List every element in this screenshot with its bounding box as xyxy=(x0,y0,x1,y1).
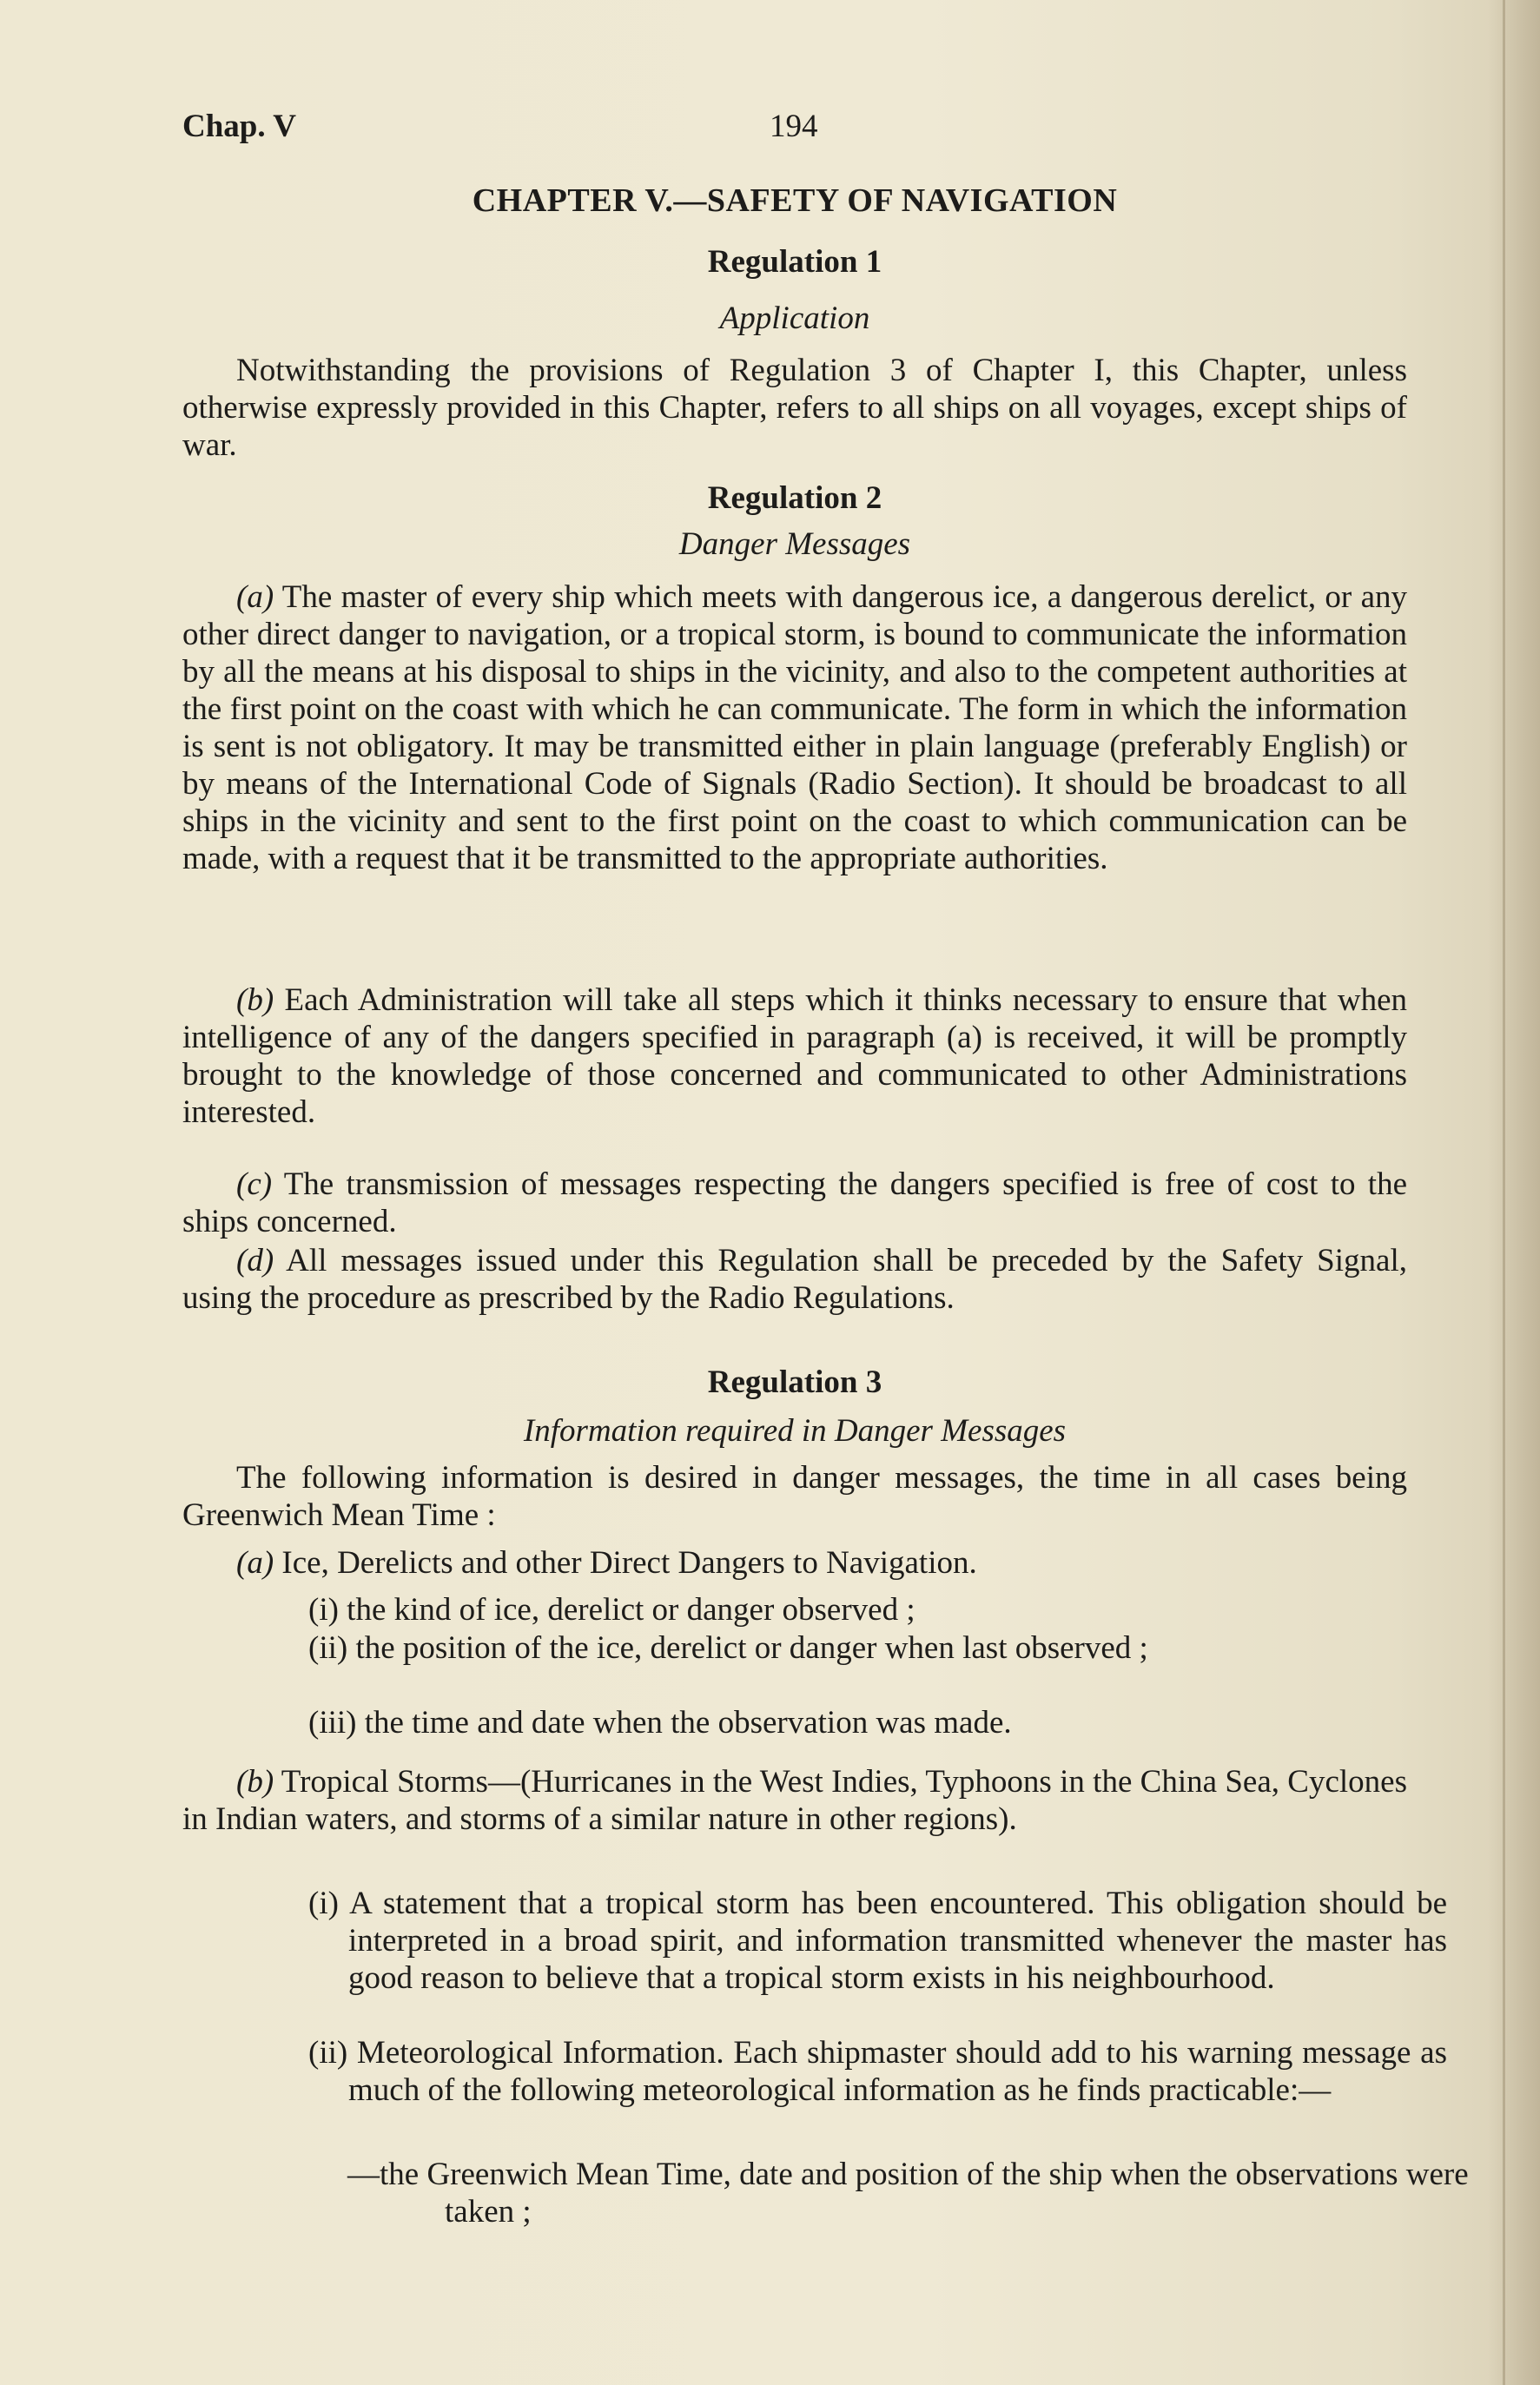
regulation-2-para-c xyxy=(182,1166,1407,1240)
para-d-label: (d) xyxy=(236,1243,274,1278)
regulation-3-heading: Regulation 3 xyxy=(707,1364,882,1400)
para-b-label: (b) xyxy=(236,982,274,1018)
regulation-2-para-d xyxy=(182,1242,1407,1317)
chapter-label: Chap. V xyxy=(182,109,296,144)
regulation-2-heading: Regulation 2 xyxy=(707,480,882,516)
regulation-3-item-a xyxy=(236,1544,1407,1582)
para-b-text: Each Administration will take all steps which it thinks necessary to ensure that when intelligence of any of the dangers specified in paragraph (a) is received, it will be promptly brought to the knowledge of those concerned and communicated to other Administrations interested. xyxy=(182,982,1407,1130)
regulation-3-a-item-iii: (iii) the time and date when the observation was made. xyxy=(308,1705,1012,1741)
para-c-text: The transmission of messages respecting the dangers specified is free of cost to the ships concerned. xyxy=(182,1166,1407,1239)
para-a-label: (a) xyxy=(236,579,274,615)
regulation-2-para-a xyxy=(182,578,1407,877)
page-edge-line xyxy=(1503,0,1505,2385)
regulation-3-intro: The following information is desired in danger messages, the time in all cases being Greenwich Mean Time : xyxy=(182,1460,1407,1533)
chapter-title: CHAPTER V.—SAFETY OF NAVIGATION xyxy=(472,182,1118,219)
regulation-3-a-item-i: (i) the kind of ice, derelict or danger observed ; xyxy=(308,1592,915,1628)
regulation-1-subheading: Application xyxy=(719,301,870,336)
regulation-3-b-item-i: (i) A statement that a tropical storm has been encountered. This obligation should be interpreted in a broad spirit, and information transmitted whenever the master has good reason to believe that a tropical storm exists in his neighbourhood. xyxy=(308,1886,1447,1996)
regulation-3-a-item-ii: (ii) the position of the ice, derelict or danger when last observed ; xyxy=(308,1630,1148,1666)
regulation-3-b-item-ii: (ii) Meteorological Information. Each shipmaster should add to his warning message as much of the following meteorological information as he finds practicable:— xyxy=(308,2035,1447,2108)
item-a-text: Ice, Derelicts and other Direct Dangers to Navigation. xyxy=(274,1545,977,1581)
regulation-1-heading: Regulation 1 xyxy=(707,244,882,280)
regulation-3-para-b xyxy=(182,1763,1407,1838)
regulation-2-subheading: Danger Messages xyxy=(678,526,911,562)
regulation-3-dash-item: —the Greenwich Mean Time, date and position of the ship when the observations were taken ; xyxy=(347,2157,1469,2230)
para-c-label: (c) xyxy=(236,1166,273,1202)
page-edge-shadow xyxy=(1488,0,1540,2385)
para-d-text: All messages issued under this Regulation shall be preceded by the Safety Signal, using the procedure as prescribed by the Radio Regulations. xyxy=(182,1243,1407,1316)
page-number: 194 xyxy=(770,109,818,144)
regulation-1-text: Notwithstanding the provisions of Regulation 3 of Chapter I, this Chapter, unless otherwise expressly provided in this Chapter, refers to all ships on all voyages, except ships of war. xyxy=(182,353,1407,463)
running-header xyxy=(182,108,1407,151)
para-a-text: The master of every ship which meets with dangerous ice, a dangerous derelict, or any other direct danger to navigation, or a tropical storm, is bound to communicate the information by all the means at his disposal to ships in the vicinity, and also to the competent authorities at the first point on the coast with which he can communicate. The form in which the information is sent is not obligatory. It may be transmitted either in plain language (preferably English) or by means of the International Code of Signals (Radio Section). It should be broadcast to all ships in the vicinity and sent to the first point on the coast to which communication can be made, with a request that it be transmitted to the appropriate authorities. xyxy=(182,579,1407,876)
regulation-2-para-b xyxy=(182,981,1407,1131)
para-b3-label: (b) xyxy=(236,1764,274,1800)
item-a-label: (a) xyxy=(236,1545,274,1581)
para-b3-text: Tropical Storms—(Hurricanes in the West Indies, Typhoons in the China Sea, Cyclones in Indian waters, and storms of a similar nature in other regions). xyxy=(182,1764,1407,1837)
regulation-3-subheading: Information required in Danger Messages xyxy=(523,1413,1067,1449)
